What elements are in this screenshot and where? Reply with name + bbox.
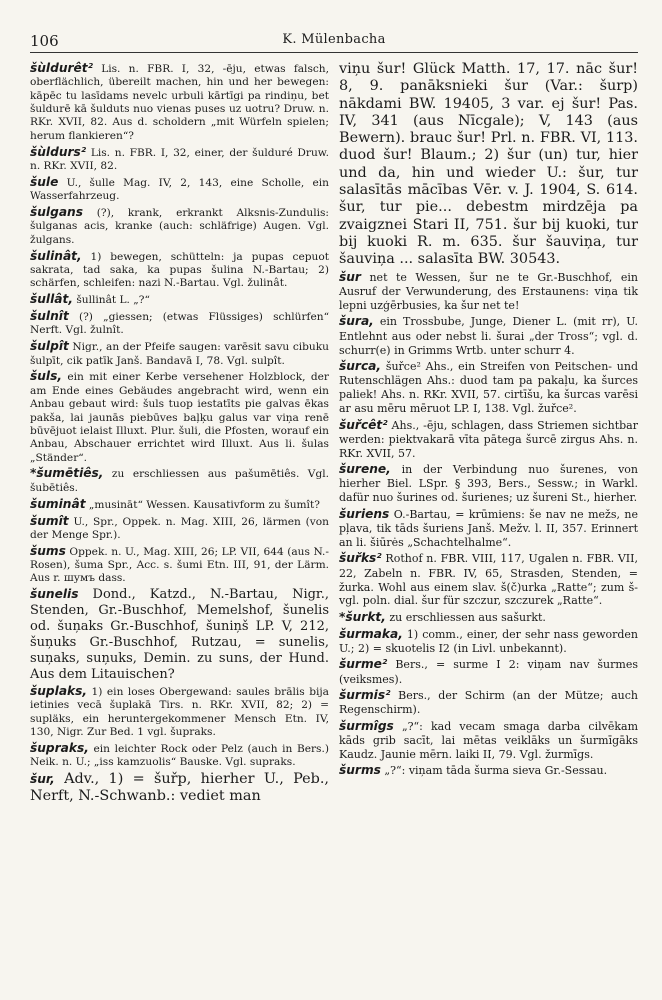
entry-headword: šumît [30, 513, 69, 528]
entry-headword: šurene, [339, 462, 391, 477]
entry-definition: šullinât L. „?“ [72, 294, 150, 307]
dictionary-entry [30, 175, 329, 204]
left-column [30, 61, 329, 807]
entry-definition: Adv., 1) = šuřp, hierher U., Peb., Nerft, N.-Schwanb.: vediet man [30, 771, 329, 805]
dictionary-entry [339, 270, 638, 313]
entry-headword: šuriens [339, 506, 390, 521]
dictionary-entry [339, 627, 638, 656]
dictionary-entry [30, 292, 329, 307]
dictionary-entry [30, 61, 329, 143]
dictionary-entry [30, 309, 329, 338]
dictionary-entry [339, 359, 638, 416]
entry-definition: U., Spr., Oppek. n. Mag. XIII, 26, lärmen (von der Menge Spr.). [30, 515, 329, 541]
dictionary-entry [30, 249, 329, 291]
entry-headword: šur, [30, 772, 55, 787]
entry-headword: šùldurêt² [30, 61, 93, 75]
entry-definition: Dond., Katzd., N.-Bartau, Nigr., Stenden, Gr.-Buschhof, Memelshof, šunelis od. šuņaks Gr.-Buschhof, šuniņš LP. V, 212, šuņuks Gr.-Buschhof, Rutzau, = sunelis, suņaks, suņuks, Demin. zu suns, der Hund. Aus dem Litauischen? [30, 587, 329, 682]
running-head: K. Mülenbacha [282, 32, 386, 47]
entry-definition: 1) bewegen, schütteln: ja pupas cepuot sakrata, tad saka, ka pupas šulina N.-Bartau; 2) schärfen, schleifen: nazi N.-Bartau. Vgl. žulinât. [30, 250, 329, 290]
entry-definition: U., šulle Mag. IV, 2, 143, eine Scholle, ein Wasserfahrzeug. [30, 176, 329, 203]
entry-headword: šurms [339, 763, 381, 778]
entry-definition: Bers., = surme I 2: viņam nav šurmes (veiksmes). [339, 658, 638, 686]
entry-headword: šurca, [339, 359, 382, 374]
entry-definition: Oppek. n. U., Mag. XIII, 26; LP. VII, 644 (aus N.-Rosen), šuma Spr., Acc. s. šumi Etn. III, 91, der Lärm. Aus r. шумъ dass. [30, 545, 329, 585]
entry-definition: Lis. n. FBR. I, 32, -ēju, etwas falsch, oberflächlich, übereilt machen, hin und her bewegen: kāpēc tu lasīdams nevelc urbuli kārtīgi pa rindiņu, bet šuldurē kā šulduts nuo vienas puses uz uotru? Druw. n. RKr. XVII, 82. Aus d. scholdern „mit Würfeln spielen; herum flankieren“? [30, 63, 329, 142]
page-header [30, 28, 638, 53]
dictionary-entry [30, 205, 329, 247]
entry-headword: šunelis [30, 587, 79, 602]
entry-definition: zu erschliessen aus pašumētiês. Vgl. šubētiês. [30, 468, 329, 494]
entry-definition: „?“: kad vecam smaga darba cilvēkam kāds grib sacīt, lai mētas veiklāks un šurmīgāks Kaudz. Jaunie mērn. laiki II, 79. Vgl. žurmīgs. [339, 719, 638, 762]
dictionary-entry [30, 544, 329, 586]
entry-headword: šurmis² [339, 688, 391, 703]
entry-headword: šur [339, 269, 361, 284]
entry-definition: 1) ein loses Obergewand: saules brālis bija ietinies vecā šuplakā Tirs. n. RKr. XVII, 82; 2) = supläks, ein heruntergekommener Mensch Etn. IV, 130, Nigr. Zur Bed. 1 vgl. šupraks. [30, 685, 329, 738]
dictionary-entry [339, 462, 638, 505]
entry-definition: Nigr., an der Pfeife saugen: varēsit savu cibuku šulpīt, cik patīk Janš. Bandavā I, 78. Vgl. sulpît. [30, 341, 329, 367]
entry-definition: 1) comm., einer, der sehr nass geworden U.; 2) = skuotelis I2 (in Livl. unbekannt). [339, 627, 638, 655]
entry-definition: ein Trossbube, Junge, Diener L. (mit rr), U. Entlehnt aus oder nebst li. šurai „der Tross“; vgl. d. schurr(e) in Grimms Wrtb. unter schurr 4. [339, 315, 638, 357]
entry-definition: šuřce² Ahs., ein Streifen von Peitschen- und Rutenschlägen Ahs.: duod tam pa pakaļu, ka šurces paliek! Ahs. n. RKr. XVII, 57. cirtīšu, ka šurcas varēsi ar asu mēru mēruot LP. I, 138. Vgl. žuřce². [339, 360, 638, 416]
dictionary-entry [339, 507, 638, 550]
entry-definition: Ahs., -ēju, schlagen, dass Striemen sichtbar werden: piektvakarā vīta pātega šurcē zirgus Ahs. n. RKr. XVII, 57. [339, 418, 638, 460]
entry-headword: šuřks² [339, 551, 382, 566]
entry-headword: šulinât, [30, 248, 82, 263]
entry-definition: Lis. n. FBR. I, 32, einer, der šulduré Druw. n. RKr. XVII, 82. [30, 146, 329, 172]
dictionary-entry [339, 314, 638, 357]
entry-definition: viņu šur! Glück Matth. 17, 17. nāc šur! 8, 9. panāksnieki šur (Var.: šurp) nākdami BW. 19405, 3 var. ej šur! Pas. IV, 341 (aus Nīcgale); V, 143 (aus Bewern). brauc šur! Prl. n. FBR. VI, 113. duod šur! Blaum.; 2) šur (un) tur, hier und da, hin und wieder U.: šur, tur salasītās mācības Vēr. v. J. 1904, S. 614. šur, tur pie... debestm mirdzēja pa zvaigznei Stari II, 751. šur bij kuoki, tur bij kuoki R. m. 635. šur šauviņa, tur šauviņa ... salasīta BW. 30543. [339, 61, 638, 268]
entry-headword: šullât, [30, 292, 73, 307]
entry-definition: O.-Bartau, = krūmiens: še nav ne mežs, ne pļava, tik tāds šuriens Janš. Mežv. l. II, 357. Erinnert an li. šiūrės „Schachtelhalme“. [339, 507, 638, 549]
dictionary-entry [30, 587, 329, 682]
text-columns [30, 61, 638, 807]
entry-definition: „musināt“ Wessen. Kausativform zu šumît? [85, 498, 320, 511]
dictionary-entry [339, 719, 638, 762]
entry-headword: šuminât [30, 496, 86, 511]
entry-definition: „?“: viņam tāda šurma sieva Gr.-Sessau. [380, 764, 608, 778]
entry-headword: šuřcêt² [339, 417, 388, 432]
entry-definition: (?) „giessen; (etwas Flüssiges) schlürfen“ Nerft. Vgl. žulnît. [30, 311, 329, 337]
entry-headword: šurme² [339, 657, 388, 672]
dictionary-entry [30, 741, 329, 770]
entry-headword: *šumētiês, [30, 466, 104, 481]
entry-definition: zu erschliessen aus sašurkt. [385, 610, 546, 624]
dictionary-entry [339, 418, 638, 461]
dictionary-entry [339, 763, 638, 778]
dictionary-entry [30, 145, 329, 174]
entry-headword: šurmaka, [339, 626, 403, 641]
entry-headword: *šurkt, [339, 609, 386, 624]
page-number: 106 [30, 32, 59, 50]
entry-definition: Bers., der Schirm (an der Mütze; auch Regenschirm). [339, 689, 638, 717]
dictionary-entry [30, 497, 329, 512]
entry-headword: šums [30, 543, 66, 558]
dictionary-entry [30, 339, 329, 368]
dictionary-entry [30, 771, 329, 806]
entry-definition: in der Verbindung nuo šurenes, von hierher Biel. LSpr. § 393, Bers., Sessw.; in Warkl. dafür nuo šurines od. šurienes; uz šureni St., hierher. [339, 463, 638, 505]
entry-headword: šuplaks, [30, 683, 88, 698]
entry-definition: (?), krank, erkrankt Alksnis-Zundulis: šulganas acis, kranke (auch: schläfrige) Augen. Vgl. žulgans. [30, 207, 329, 246]
dictionary-entry [339, 61, 638, 268]
dictionary-entry [30, 369, 329, 464]
entry-definition: Rothof n. FBR. VIII, 117, Ugalen n. FBR. VII, 22, Zabeln n. FBR. IV, 65, Strasden, Stenden, = žurka. Wohl aus einem slav. š(č)urka „Ratte“; zum š- vgl. poln. dial. šur für szczur, szczurek „Ratte“. [339, 552, 638, 608]
dictionary-entry [30, 684, 329, 739]
entry-definition: ein leichter Rock oder Pelz (auch in Bers.) Neik. n. U.; „iss kamzuolis“ Bauske. Vgl. supraks. [30, 742, 329, 769]
dictionary-entry [339, 657, 638, 686]
entry-headword: šupraks, [30, 740, 89, 755]
entry-headword: šulnît [30, 309, 69, 324]
dictionary-entry [30, 466, 329, 495]
dictionary-entry [339, 688, 638, 717]
dictionary-entry [30, 514, 329, 543]
entry-headword: šura, [339, 314, 374, 329]
entry-headword: šulpît [30, 339, 69, 354]
dictionary-entry [339, 551, 638, 608]
entry-headword: šule [30, 174, 59, 189]
entry-definition: net te Wessen, šur ne te Gr.-Buschhof, ein Ausruf der Verwunderung, des Erstaunens: viņa tik lepni uzģērbusies, ka šur net te! [339, 270, 638, 313]
dictionary-entry [339, 610, 638, 625]
entry-definition: ein mit einer Kerbe versehener Holzblock, der am Ende eines Gebäudes angebracht wird, wenn ein Anbau gebaut wird: šuls tuop iestatīts pie galvas ēkas pakša, lai jaunās piebūves baļķu galus var viņa renē būvējuot ielaist Illuxt. Plur. šuli, die Pfosten, worauf ein Anbau, Abschauer errichtet wird Illuxt. Aus li. šulas „Ständer“. [30, 371, 329, 464]
entry-headword: šùldurs² [30, 144, 87, 159]
entry-headword: šurmîgs [339, 718, 394, 733]
entry-headword: šulgans [30, 205, 83, 220]
entry-headword: šuls, [30, 369, 62, 384]
right-column [339, 61, 638, 807]
